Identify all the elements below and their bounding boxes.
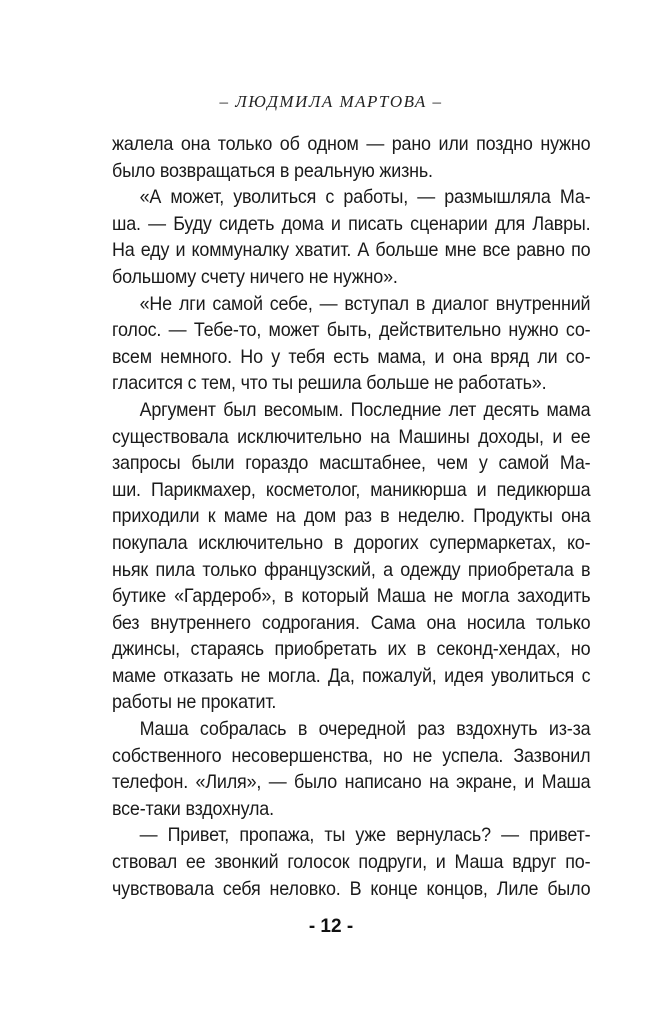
text-lines [112, 131, 590, 902]
text-line: джинсы, стараясь приобретать их в секонд-хендах, но [112, 638, 591, 661]
text-line: ша. — Буду сидеть дома и писать сценарии для Лавры. [112, 212, 591, 235]
text-line: собственного несовершенства, но не успела. Зазвонил [112, 744, 591, 767]
text-line: приходили к маме на дом раз в неделю. Продукты она [112, 505, 591, 528]
text-line: «А может, уволиться с работы, — размышляла Ма- [139, 186, 591, 209]
text-line: телефон. «Лиля», — было написано на экране, и Маша [112, 771, 591, 794]
text-line: все-таки вздохнула. [112, 797, 274, 820]
page-number: - 12 - [308, 916, 354, 937]
text-line: жалела она только об одном — рано или поздно нужно [112, 133, 591, 155]
text-line: — Привет, пропажа, ты уже вернулась? — привет- [139, 824, 591, 847]
text-line: покупала исключительно в дорогих супермаркетах, ко- [112, 531, 591, 554]
text-line: ши. Парикмахер, косметолог, маникюрша и педикюрша [112, 478, 591, 501]
text-line: ствовал ее звонкий голосок подруги, и Маша вдруг по- [112, 851, 591, 874]
body-text [112, 131, 591, 902]
text-line: всем немного. Но у тебя есть мама, и она вряд ли со- [112, 345, 591, 368]
text-line: запросы были гораздо масштабнее, чем у самой Ма- [112, 452, 591, 475]
text-line: чувствовала себя неловко. В конце концов, Лиле было [112, 877, 591, 900]
text-line: На еду и коммуналку хватит. А больше мне все равно по [112, 239, 591, 262]
text-line: Аргумент был весомым. Последние лет десять мама [139, 398, 591, 421]
text-line: бутике «Гардероб», в который Маша не могла заходить [112, 585, 591, 608]
text-line: Маша собралась в очередной раз вздохнуть из-за [139, 718, 591, 741]
text-line: «Не лги самой себе, — вступал в диалог внутренний [139, 292, 591, 315]
running-head-author: – ЛЮДМИЛА МАРТОВА – [219, 92, 443, 111]
text-line: без внутреннего содрогания. Сама она носила только [112, 611, 591, 634]
text-line: маме отказать не могла. Да, пожалуй, идея уволиться с [112, 664, 591, 687]
text-line: большому счету ничего не нужно». [112, 265, 398, 288]
text-line: было возвращаться в реальную жизнь. [112, 159, 433, 182]
text-line: голос. — Тебе-то, может быть, действительно нужно со- [112, 319, 591, 342]
text-line: ньяк пила только французский, а одежду приобретала в [112, 558, 591, 581]
text-line: гласится с тем, что ты решила больше не работать». [112, 372, 547, 395]
text-line: работы не прокатит. [112, 691, 277, 714]
text-line: существовала исключительно на Машины доходы, и ее [112, 425, 591, 448]
